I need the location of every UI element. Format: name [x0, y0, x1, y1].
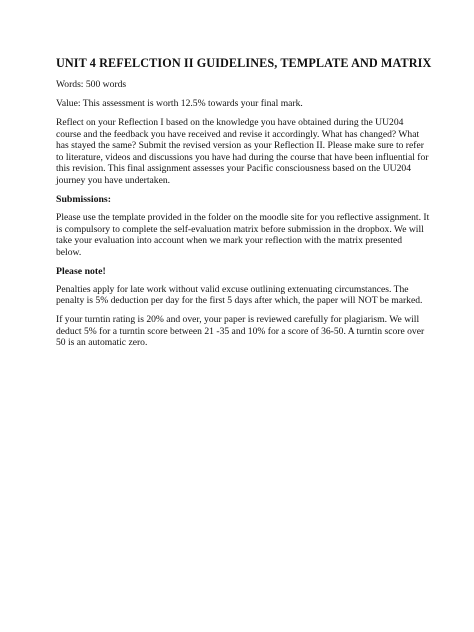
- intro-line: this revision. This final assignment assesses your Pacific consciousness based on the UU204: [56, 163, 412, 175]
- note-heading: Please note!: [56, 265, 106, 277]
- submissions-line: Please use the template provided in the folder on the moodle site for you reflective assignment. It: [56, 211, 430, 223]
- penalty-paragraph: [56, 284, 426, 307]
- turnitin-line: deduct 5% for a turntin score between 21 -35 and 10% for a score of 36-50. A turntin score over: [56, 325, 425, 337]
- document-content: [56, 56, 432, 356]
- turnitin-line: If your turntin rating is 20% and over, your paper is reviewed carefully for plagiarism. We will: [56, 314, 420, 326]
- turnitin-line: 50 is an automatic zero.: [56, 337, 148, 349]
- words-paragraph: Words: 500 words: [56, 79, 127, 90]
- intro-paragraph: [56, 116, 429, 187]
- submissions-line: is compulsory to complete the self-evaluation matrix before submission in the dropbox. We will: [56, 223, 424, 235]
- submissions-line: take your evaluation into account when we mark your reflection with the matrix presented: [56, 235, 403, 247]
- value-paragraph: Value: This assessment is worth 12.5% towards your final mark.: [56, 97, 303, 109]
- intro-line: course and the feedback you have received and revise it accordingly. What has changed? What: [56, 128, 420, 140]
- turnitin-paragraph: [56, 314, 426, 349]
- submissions-line: below.: [56, 246, 82, 258]
- penalty-line: Penalties apply for late work without valid excuse outlining extenuating circumstances. The: [56, 283, 409, 295]
- intro-line: Reflect on your Reflection I based on the knowledge you have obtained during the UU204: [56, 116, 404, 128]
- document-title: UNIT 4 REFELCTION II GUIDELINES, TEMPLATE AND MATRIX: [56, 56, 432, 70]
- submissions-heading: Submissions:: [56, 193, 111, 205]
- submissions-paragraph: [56, 211, 430, 258]
- intro-line: to literature, videos and discussions you have had during the course that have been influential for: [56, 151, 429, 163]
- intro-line: journey you have undertaken.: [56, 174, 171, 186]
- penalty-line: penalty is 5% deduction per day for the first 5 days after which, the paper will NOT be marked.: [56, 295, 423, 307]
- intro-line: has stayed the same? Submit the revised version as your Reflection II. Please make sure to refer: [56, 140, 424, 152]
